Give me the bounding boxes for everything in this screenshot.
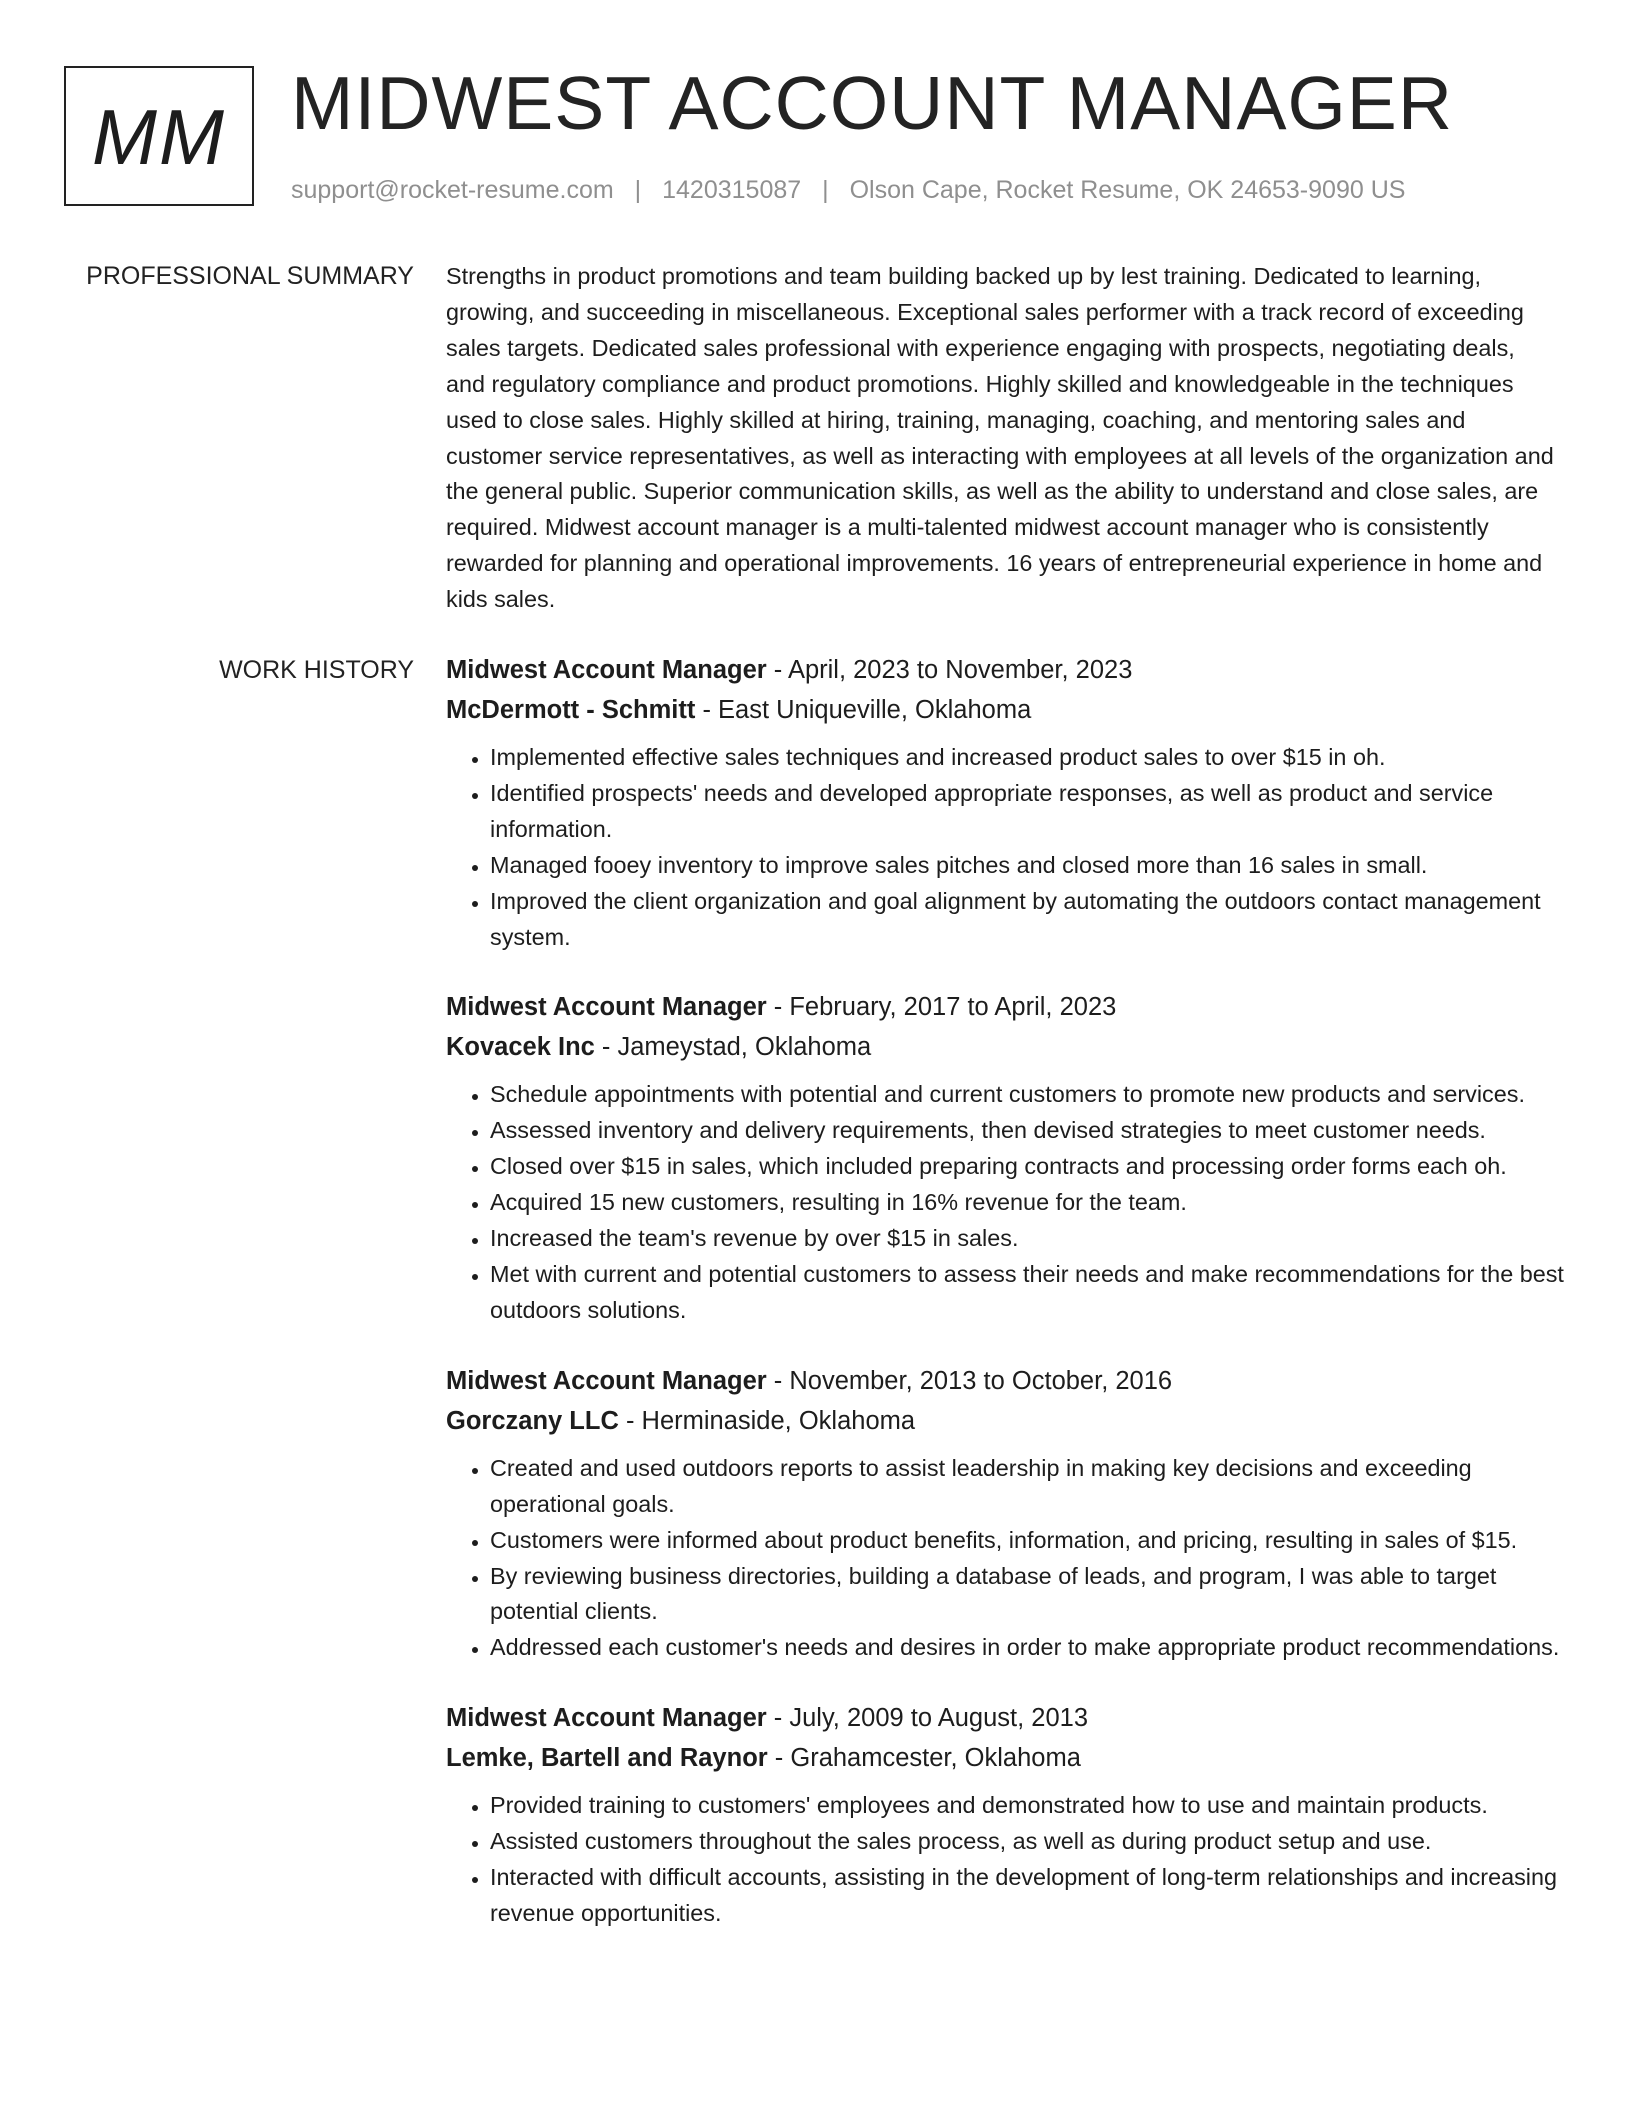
job-bullet: • Met with current and potential customers to assess their needs and make recommendations for the best outdoors solutions. (490, 1257, 1566, 1329)
job-bullets (446, 740, 1566, 955)
job-title-line (446, 1361, 1566, 1401)
job-bullet: • Schedule appointments with potential and current customers to promote new products and services. (490, 1077, 1566, 1113)
job-company-line (446, 1027, 1566, 1067)
section-label-work-history: WORK HISTORY (219, 656, 414, 684)
job-bullet: • Implemented effective sales techniques and increased product sales to over $15 in oh. (490, 740, 1566, 776)
job-title-line (446, 1698, 1566, 1738)
job-location: - East Uniqueville, Oklahoma (695, 696, 1032, 724)
job-bullet: • Addressed each customer's needs and desires in order to make appropriate product recommendations. (490, 1630, 1566, 1666)
job-bullet: • Assessed inventory and delivery requirements, then devised strategies to meet customer needs. (490, 1113, 1566, 1149)
contact-address: Olson Cape, Rocket Resume, OK 24653-9090 US (849, 176, 1406, 204)
job-company-line (446, 1401, 1566, 1441)
job-bullet: • Identified prospects' needs and developed appropriate responses, as well as product and service information. (490, 776, 1566, 848)
job-bullets (446, 1788, 1566, 1932)
job-bullet: • Interacted with difficult accounts, assisting in the development of long-term relationships and increasing revenue opportunities. (490, 1860, 1566, 1932)
job-title: Midwest Account Manager (446, 993, 767, 1022)
job-entry (446, 1361, 1566, 1666)
job-company: Kovacek Inc (446, 1033, 595, 1062)
monogram-initials: MM (92, 92, 226, 181)
monogram-box (64, 66, 254, 206)
contact-email: support@rocket-resume.com (291, 176, 614, 204)
job-title-line (446, 987, 1566, 1027)
contact-line (291, 173, 1405, 207)
job-title: Midwest Account Manager (446, 1704, 767, 1733)
contact-phone: 1420315087 (662, 176, 802, 204)
job-company-line (446, 1738, 1566, 1778)
job-company: Lemke, Bartell and Raynor (446, 1744, 768, 1773)
job-bullets (446, 1077, 1566, 1328)
job-company: McDermott - Schmitt (446, 696, 696, 724)
job-dates: - July, 2009 to August, 2013 (766, 1704, 1089, 1733)
work-history-list (446, 650, 1566, 1964)
job-bullet: • Increased the team's revenue by over $15 in sales. (490, 1221, 1566, 1257)
job-bullet: • Assisted customers throughout the sales process, as well as during product setup and use. (490, 1824, 1566, 1860)
job-title-line (446, 650, 1566, 690)
job-dates: - November, 2013 to October, 2016 (766, 1366, 1173, 1395)
contact-separator: | (634, 176, 642, 204)
job-bullet: • Closed over $15 in sales, which included preparing contracts and processing order forms each oh. (490, 1149, 1566, 1185)
job-title: Midwest Account Manager (446, 1366, 767, 1395)
job-location: - Jameystad, Oklahoma (594, 1033, 872, 1062)
job-dates: - February, 2017 to April, 2023 (766, 993, 1117, 1022)
job-location: - Grahamcester, Oklahoma (767, 1744, 1081, 1773)
section-label-summary: PROFESSIONAL SUMMARY (86, 262, 414, 290)
job-entry (446, 650, 1566, 955)
job-bullet: • By reviewing business directories, building a database of leads, and program, I was able to target potential clients. (490, 1559, 1566, 1631)
resume-name: MIDWEST ACCOUNT MANAGER (291, 61, 1453, 145)
job-bullet: • Improved the client organization and goal alignment by automating the outdoors contact management system. (490, 884, 1566, 956)
job-entry (446, 987, 1566, 1328)
summary-text: Strengths in product promotions and team building backed up by lest training. Dedicated to learning, growing, and succeeding in miscellaneous. Exceptional sales performer with a track record of exceeding sales targets. Dedicated sales professional with experience engaging with prospects, negotiating deals, and regulatory compliance and product promotions. Highly skilled and knowledgeable in the techniques used to close sales. Highly skilled at hiring, training, managing, coaching, and mentoring sales and customer service representatives, as well as interacting with employees at all levels of the organization and the general public. Superior communication skills, as well as the ability to understand and close sales, are required. Midwest account manager is a multi-talented midwest account manager who is consistently rewarded for planning and operational improvements. 16 years of entrepreneurial experience in home and kids sales. (446, 263, 1554, 613)
job-bullet: • Managed fooey inventory to improve sales pitches and closed more than 16 sales in small. (490, 848, 1566, 884)
job-company-line (446, 690, 1566, 730)
job-bullet: • Customers were informed about product benefits, information, and pricing, resulting in sales of $15. (490, 1523, 1566, 1559)
job-bullet: • Created and used outdoors reports to assist leadership in making key decisions and exceeding operational goals. (490, 1451, 1566, 1523)
job-entry (446, 1698, 1566, 1932)
job-title: Midwest Account Manager (446, 656, 767, 684)
job-bullet: • Provided training to customers' employees and demonstrated how to use and maintain products. (490, 1788, 1566, 1824)
job-bullets (446, 1451, 1566, 1666)
contact-separator: | (822, 176, 829, 204)
job-bullet: • Acquired 15 new customers, resulting in 16% revenue for the team. (490, 1185, 1566, 1221)
job-dates: - April, 2023 to November, 2023 (766, 656, 1133, 684)
job-location: - Herminaside, Oklahoma (618, 1406, 916, 1435)
job-company: Gorczany LLC (446, 1406, 619, 1435)
